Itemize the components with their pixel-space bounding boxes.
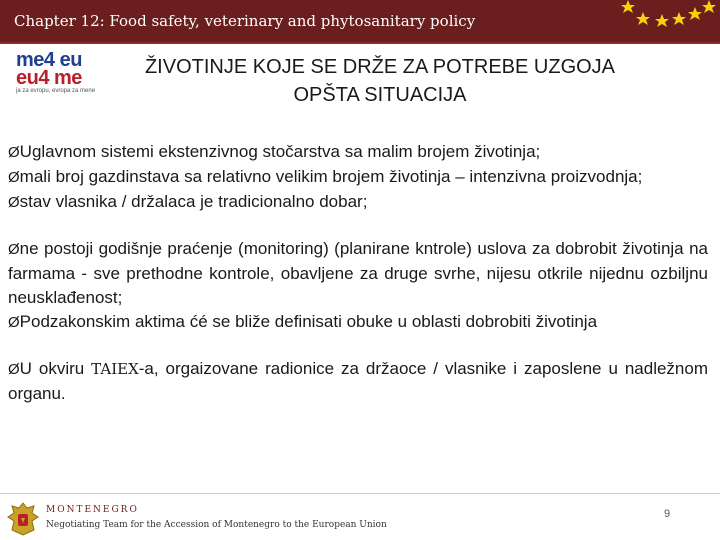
bullet-5 bbox=[8, 310, 708, 335]
bullet-arrow-icon: Ø bbox=[8, 241, 20, 258]
bullet-arrow-icon: Ø bbox=[8, 169, 20, 186]
bullet-3 bbox=[8, 190, 708, 215]
footer-country: MONTENEGRO bbox=[46, 505, 139, 515]
bullet-6-text-pre: U okviru bbox=[19, 359, 92, 378]
spacer bbox=[8, 215, 708, 237]
bullet-3-text: stav vlasnika / držalaca je tradicionalno dobar; bbox=[19, 192, 368, 211]
taiex-label: TAIEX bbox=[91, 360, 139, 378]
bullet-1-text: Uglavnom sistemi ekstenzivnog stočarstva sa malim brojem životinja; bbox=[19, 142, 541, 161]
footer-divider bbox=[0, 493, 720, 494]
bullet-4 bbox=[8, 237, 708, 310]
logo-line-1: me4 eu bbox=[16, 49, 82, 71]
bullet-1 bbox=[8, 140, 708, 165]
slide-title-line-2: OPŠTA SITUACIJA bbox=[293, 84, 467, 106]
bullet-6-text-post: -a, orgaizovane radionice za držaoce / vlasnike i zaposlene u nadležnom organu. bbox=[8, 359, 709, 403]
slide-title bbox=[80, 53, 680, 109]
page-number: 9 bbox=[664, 508, 671, 520]
bullet-2-text: mali broj gazdinstava sa relativno velikim brojem životinja – intenzivna proizvodnja; bbox=[19, 167, 643, 186]
spacer bbox=[8, 335, 708, 357]
logo-line-2: eu4 me bbox=[16, 67, 82, 89]
montenegro-coat-of-arms-icon bbox=[4, 500, 42, 538]
footer-team-name: Negotiating Team for the Accession of Montenegro to the European Union bbox=[46, 520, 387, 530]
bullet-arrow-icon: Ø bbox=[8, 144, 20, 161]
slide-title-line-1: ŽIVOTINJE KOJE SE DRŽE ZA POTREBE UZGOJA bbox=[144, 56, 616, 78]
bullet-arrow-icon: Ø bbox=[8, 194, 20, 211]
bullet-arrow-icon: Ø bbox=[8, 361, 20, 378]
bullet-2 bbox=[8, 165, 708, 190]
logo-tagline: ja za evropu, evropa za mene bbox=[16, 88, 96, 94]
bullet-4-text: ne postoji godišnje praćenje (monitoring) (planirane kntrole) uslova za dobrobit životinja na farmama - sve prethodne kontrole, obavljene za druge svrhe, nijesu otkrile nijednu ozbiljnu neusklađenost; bbox=[8, 239, 708, 307]
eu-stars-icon bbox=[612, 0, 720, 34]
bullet-arrow-icon: Ø bbox=[8, 314, 20, 331]
bullet-6 bbox=[8, 357, 708, 406]
bullet-5-text: Podzakonskim aktima ćé se bliže definisati obuke u oblasti dobrobiti životinja bbox=[19, 312, 598, 331]
header-bar bbox=[0, 0, 720, 44]
slide-content bbox=[8, 140, 708, 406]
chapter-title: Chapter 12: Food safety, veterinary and phytosanitary policy bbox=[14, 12, 476, 30]
